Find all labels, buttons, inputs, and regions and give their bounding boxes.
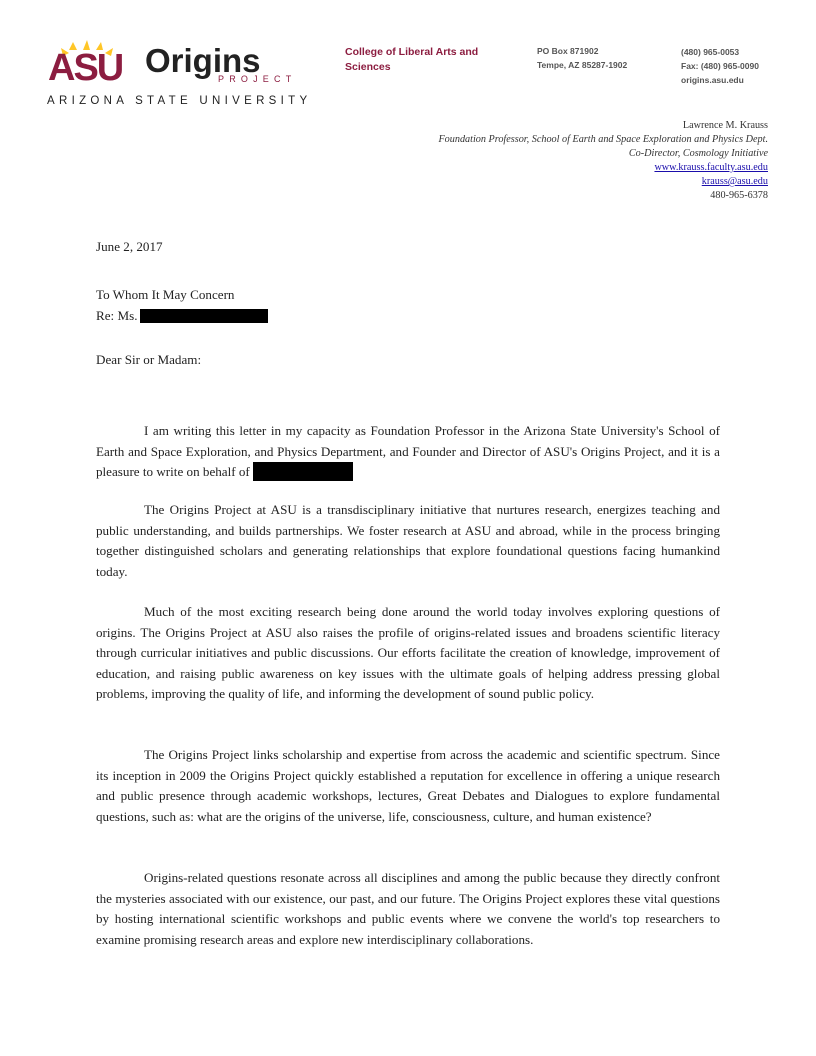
contact-info <box>681 45 759 87</box>
sender-title-2: Co-Director, Cosmology Initiative <box>628 148 768 159</box>
logo-asu-text: ASU <box>48 47 123 84</box>
paragraph-1 <box>96 421 720 483</box>
sender-title-1: Foundation Professor, School of Earth and Space Exploration and Physics Dept. <box>438 134 768 145</box>
paragraph-2: The Origins Project at ASU is a transdisciplinary initiative that nurtures research, energizes teaching and public understanding, and builds partnerships. We foster research at ASU and abroad, while in the process bringing together distinguished scholars and generating relationships that explore foundational questions facing humankind today. <box>96 502 720 579</box>
sender-email-link[interactable]: krauss@asu.edu <box>701 176 768 187</box>
paragraph-5: Origins-related questions resonate across all disciplines and among the public because they directly confront the mysteries associated with our existence, our past, and our future. The Origins Project explores these vital questions by hosting international scientific workshops and public events where we convene the world's top researchers to examine promising research areas and explore new interdisciplinary collaborations. <box>96 870 720 947</box>
paragraph-3: Much of the most exciting research being done around the world today involves exploring questions of origins. The Origins Project at ASU also raises the profile of origins-related issues and broadens scientific literacy through curricular initiatives and public discussions. Our efforts facilitate the creation of knowledge, improvement of education, and raising public awareness on key issues with the ultimate goals of helping address pressing global problems, improving the quality of life, and informing the development of sound public policy. <box>96 604 720 701</box>
sender-name: Lawrence M. Krauss <box>682 120 768 131</box>
logo-project-text: PROJECT <box>218 74 297 84</box>
asu-origins-logo <box>47 40 312 112</box>
sender-phone: 480-965-6378 <box>710 190 768 201</box>
fax-number: Fax: (480) 965-0090 <box>681 61 759 71</box>
logo-origins-text: Origins <box>145 42 261 79</box>
recipient-block <box>96 285 720 326</box>
recipient-line: To Whom It May Concern <box>96 287 235 302</box>
phone-number: (480) 965-0053 <box>681 47 740 57</box>
letter-date: June 2, 2017 <box>96 239 163 254</box>
mailing-address <box>537 44 627 72</box>
address-line-1: PO Box 871902 <box>537 46 599 56</box>
address-line-2: Tempe, AZ 85287-1902 <box>537 60 628 70</box>
website-text: origins.asu.edu <box>681 75 744 85</box>
sender-website-link[interactable]: www.krauss.faculty.asu.edu <box>654 162 768 173</box>
redacted-name <box>140 309 268 323</box>
logo-graphic <box>47 40 309 84</box>
paragraph-1-text: I am writing this letter in my capacity as Foundation Professor in the Arizona State University's School of Earth and Space Exploration, and Physics Department, and Founder and Director of ASU's Origins Project, and it is a pleasure to write on behalf of <box>96 423 720 479</box>
re-line <box>96 306 720 327</box>
college-name: College of Liberal Arts and Sciences <box>345 46 479 73</box>
redacted-name-inline <box>253 462 353 481</box>
university-name: ARIZONA STATE UNIVERSITY <box>47 95 312 107</box>
re-label: Re: Ms. <box>96 307 138 323</box>
sender-block <box>438 119 768 203</box>
salutation: Dear Sir or Madam: <box>96 352 202 367</box>
paragraph-4: The Origins Project links scholarship and expertise from across the academic and scientific spectrum. Since its inception in 2009 the Origins Project quickly established a reputation for excellence in offering a unique research and public presence through academic workshops, lectures, Great Debates and Dialogues to explore fundamental questions, such as: what are the origins of the universe, life, consciousness, culture, and human existence? <box>96 747 720 824</box>
